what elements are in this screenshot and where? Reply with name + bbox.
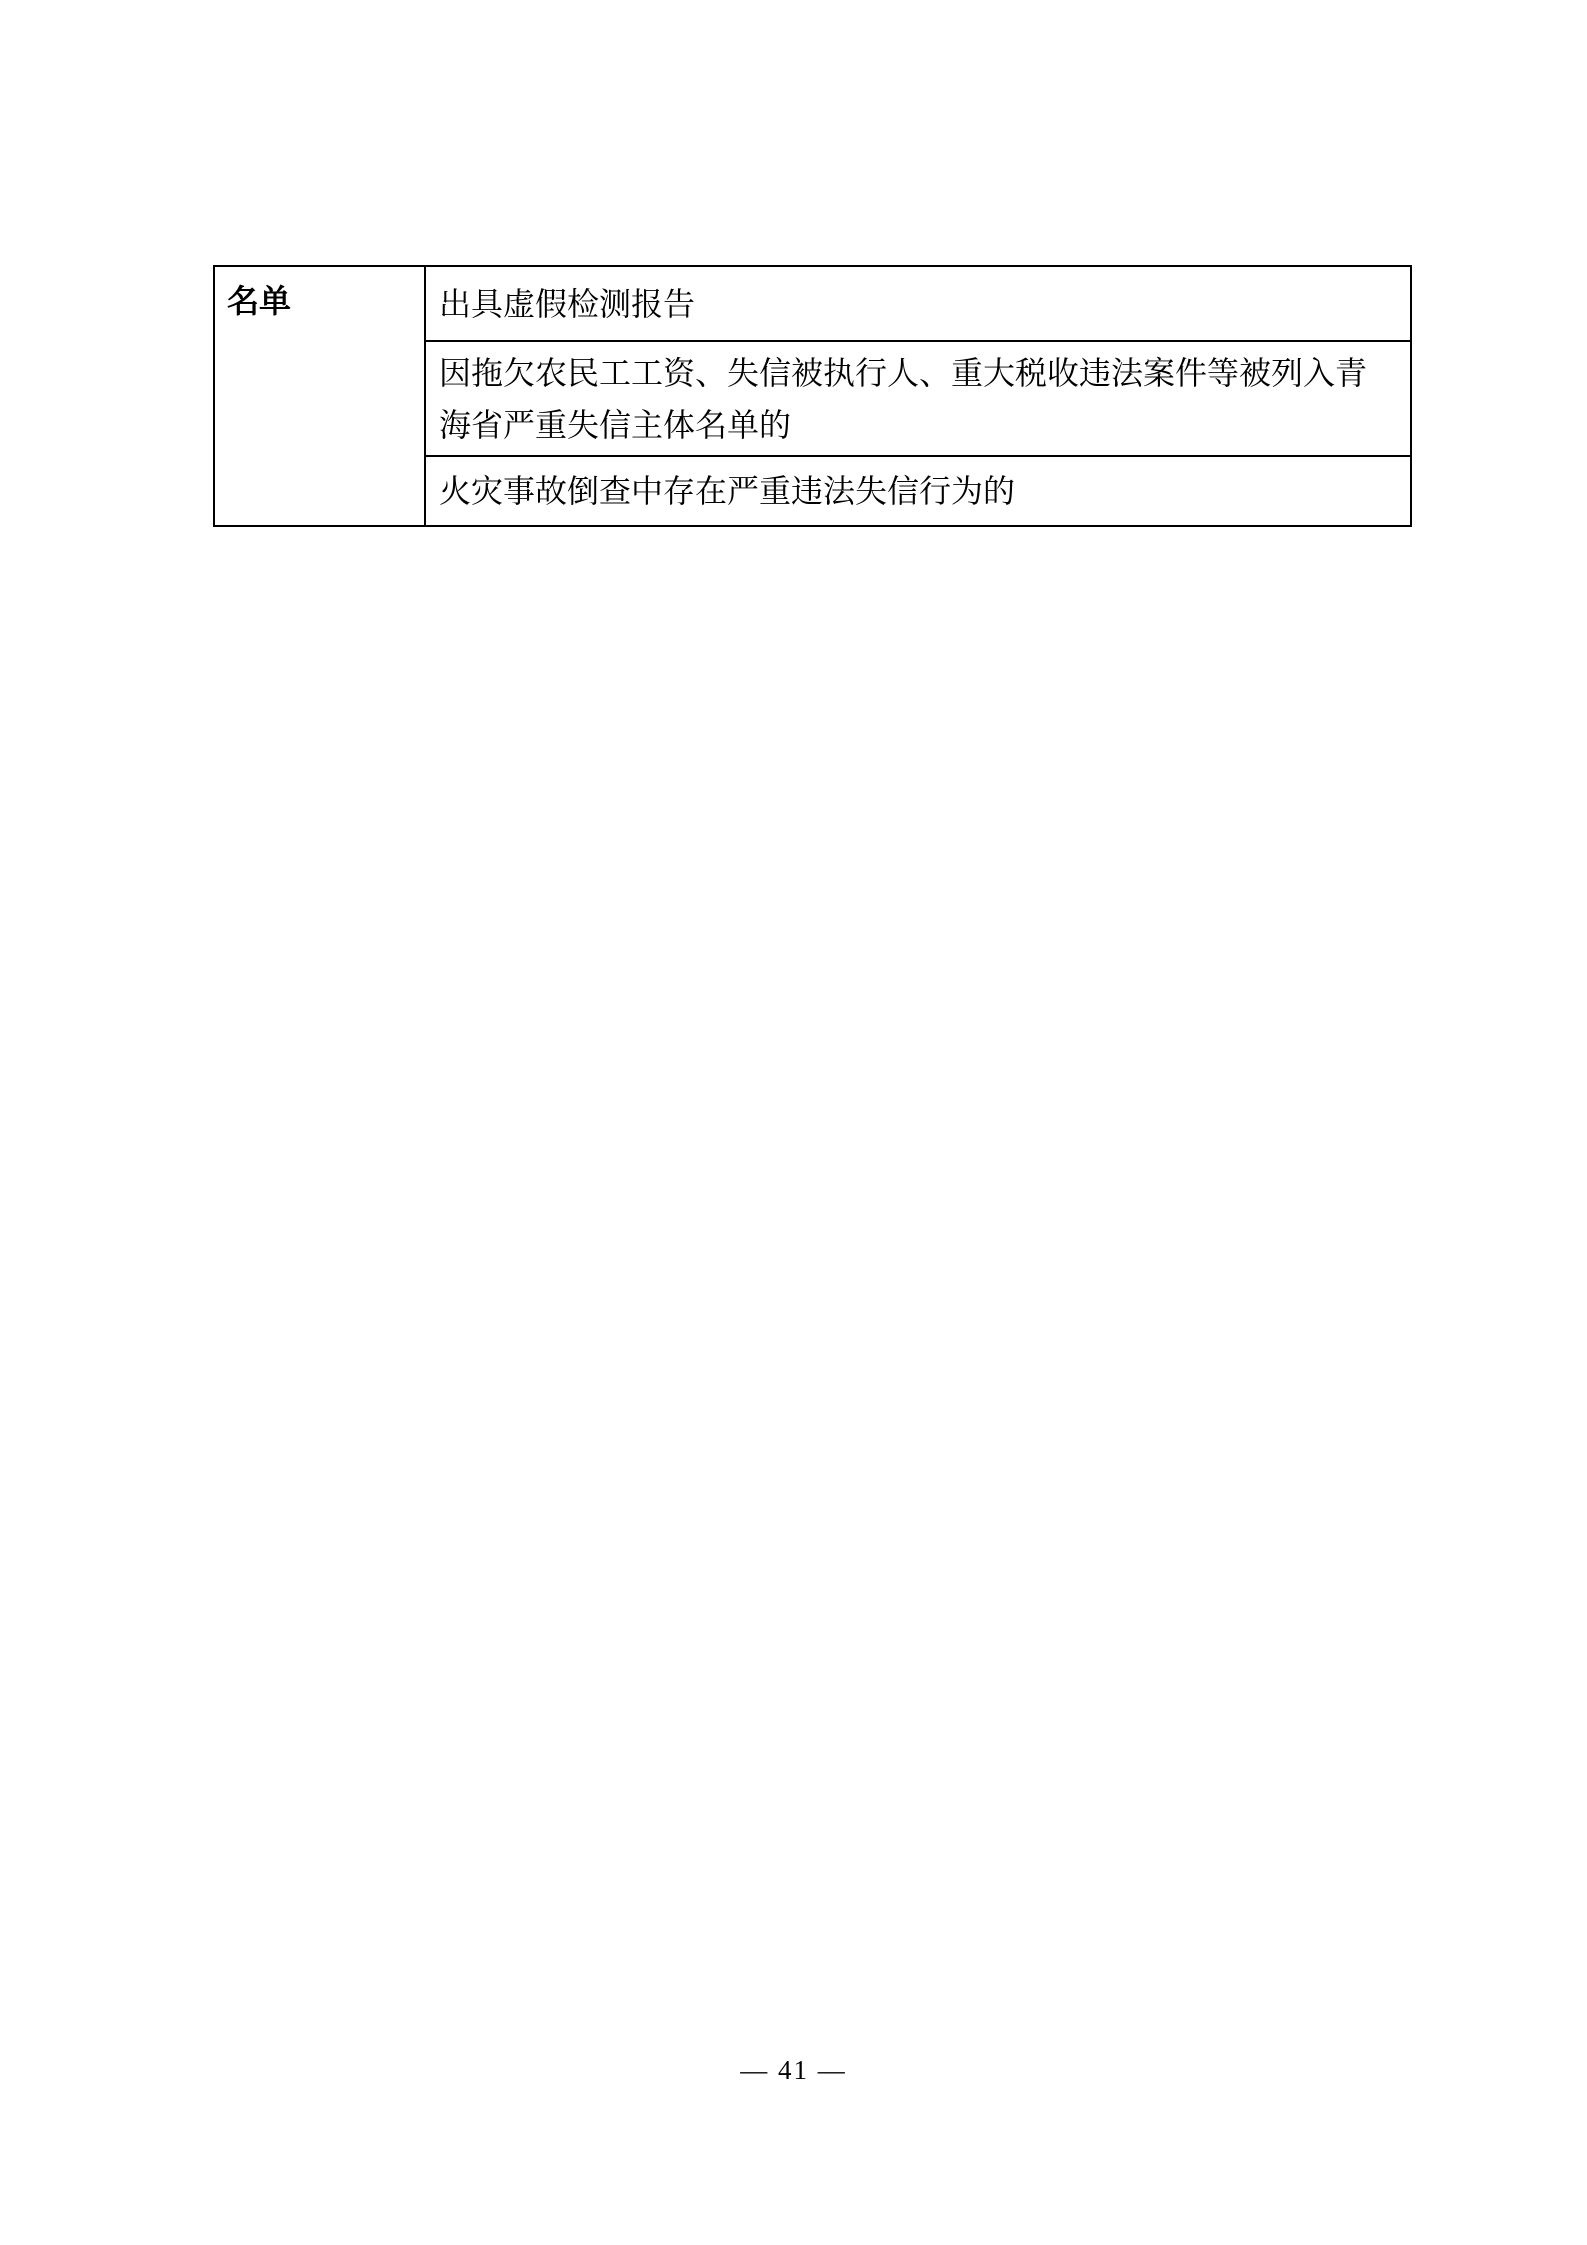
page-number: — 41 — xyxy=(740,2055,847,2085)
table-header-cell-mingdan: 名单 xyxy=(214,266,425,526)
table-row xyxy=(214,266,1411,341)
table-cell-entry-1: 出具虚假检测报告 xyxy=(425,266,1411,341)
table-cell-entry-3: 火灾事故倒查中存在严重违法失信行为的 xyxy=(425,456,1411,526)
table-cell-entry-2: 因拖欠农民工工资、失信被执行人、重大税收违法案件等被列入青海省严重失信主体名单的 xyxy=(425,341,1411,456)
blacklist-table xyxy=(213,265,1412,527)
